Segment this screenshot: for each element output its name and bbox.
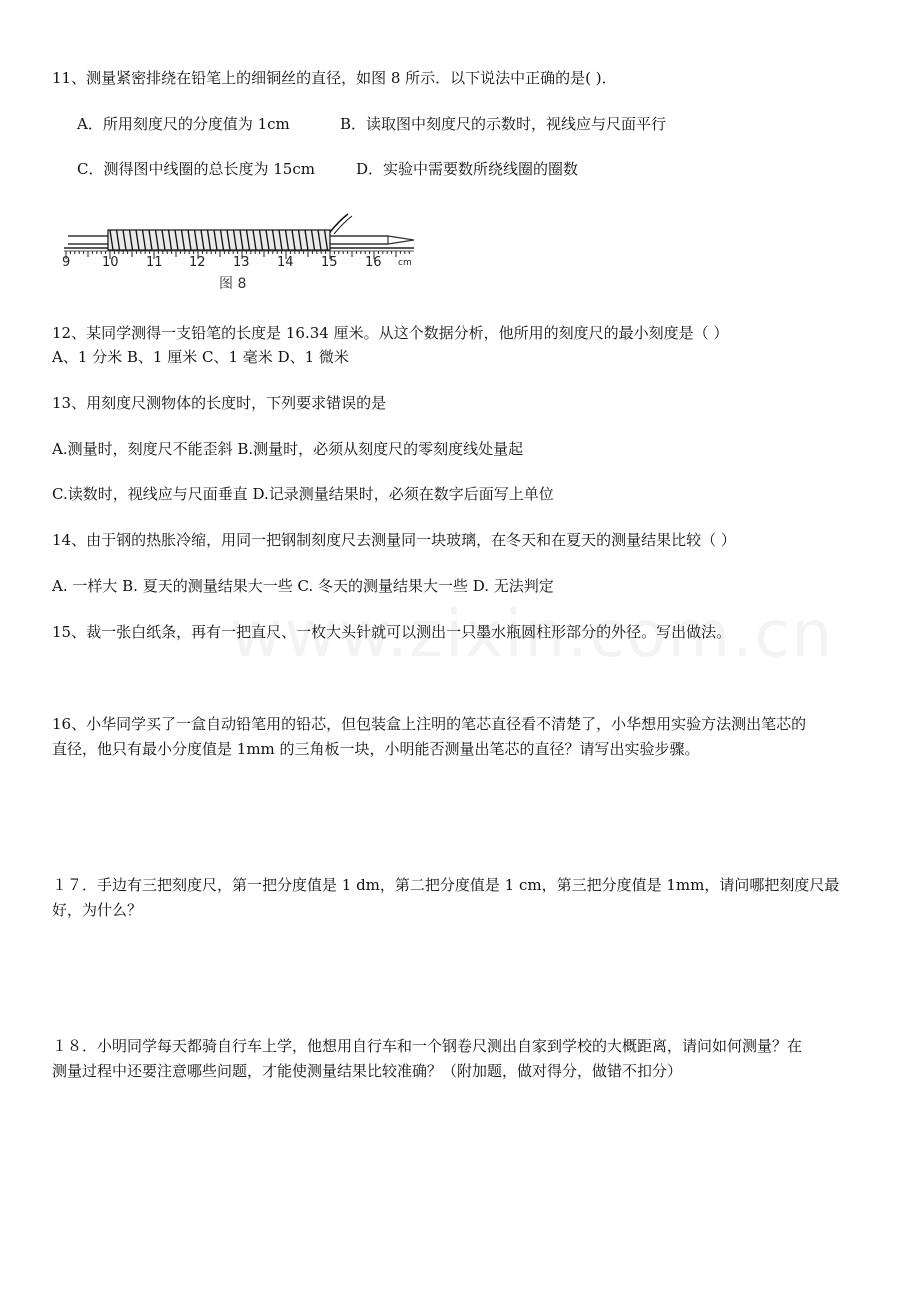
q14-stem: 14、由于钢的热胀冷缩，用同一把钢制刻度尺去测量同一块玻璃，在冬天和在夏天的测量结果比较（ ）	[52, 531, 736, 549]
q13-options-cd: C.读数时，视线应与尺面垂直 D.记录测量结果时，必须在数字后面写上单位	[52, 485, 554, 503]
q16-line-1: 16、小华同学买了一盒自动铅笔用的铅芯，但包装盒上注明的笔芯直径看不清楚了，小华想用实验方法测出笔芯的	[52, 715, 807, 733]
tick-label: 16	[365, 255, 382, 270]
q11-option-d: D．实验中需要数所绕线圈的圈数	[356, 160, 579, 178]
tick-label: 9	[62, 255, 71, 270]
q13-stem: 13、用刻度尺测物体的长度时，下列要求错误的是	[52, 394, 387, 412]
q14-options: A. 一样大 B. 夏天的测量结果大一些 C. 冬天的测量结果大一些 D. 无法判定	[52, 577, 554, 595]
tick-label: 13	[233, 255, 250, 270]
q18-line-1: １８．小明同学每天都骑自行车上学，他想用自行车和一个钢卷尺测出自家到学校的大概距离，请问如何测量？在	[52, 1037, 803, 1055]
q11-option-a: A．所用刻度尺的分度值为 1cm	[77, 115, 290, 133]
figure-8	[58, 210, 458, 300]
q13-options-ab: A.测量时，刻度尺不能歪斜 B.测量时，必须从刻度尺的零刻度线处量起	[52, 440, 524, 458]
q11-option-c: C．测得图中线圈的总长度为 15cm	[77, 160, 315, 178]
q17-line-2: 好，为什么？	[52, 901, 143, 919]
q17-line-1: １７．手边有三把刻度尺，第一把分度值是 1 dm，第二把分度值是 1 cm，第三把分度值是 1mm，请问哪把刻度尺最	[52, 876, 840, 894]
q18-line-2: 测量过程中还要注意哪些问题，才能使测量结果比较准确？（附加题，做对得分，做错不扣分）	[52, 1062, 683, 1080]
q12-stem: 12、某同学测得一支铅笔的长度是 16.34 厘米。从这个数据分析，他所用的刻度尺的最小刻度是（ ）	[52, 324, 729, 342]
pencil-coil-ruler-illustration	[58, 210, 458, 280]
tick-label: 11	[146, 255, 163, 270]
tick-label: 15	[321, 255, 338, 270]
q12-options: A、1 分米 B、1 厘米 C、1 毫米 D、1 微米	[52, 348, 349, 366]
unit-label: cm	[398, 258, 412, 268]
q11-stem: 11、测量紧密排绕在铅笔上的细铜丝的直径，如图 8 所示．以下说法中正确的是( )．	[52, 69, 617, 87]
tick-label: 14	[277, 255, 294, 270]
tick-label: 10	[102, 255, 119, 270]
q15-stem: 15、裁一张白纸条，再有一把直尺、一枚大头针就可以测出一只墨水瓶圆柱形部分的外径。写出做法。	[52, 623, 732, 641]
tick-label: 12	[189, 255, 206, 270]
figure-caption: 图 8	[219, 276, 247, 292]
q16-line-2: 直径，他只有最小分度值是 1mm 的三角板一块，小明能否测量出笔芯的直径？请写出实验步骤。	[52, 740, 700, 758]
q11-option-b: B．读取图中刻度尺的示数时，视线应与尺面平行	[340, 115, 667, 133]
